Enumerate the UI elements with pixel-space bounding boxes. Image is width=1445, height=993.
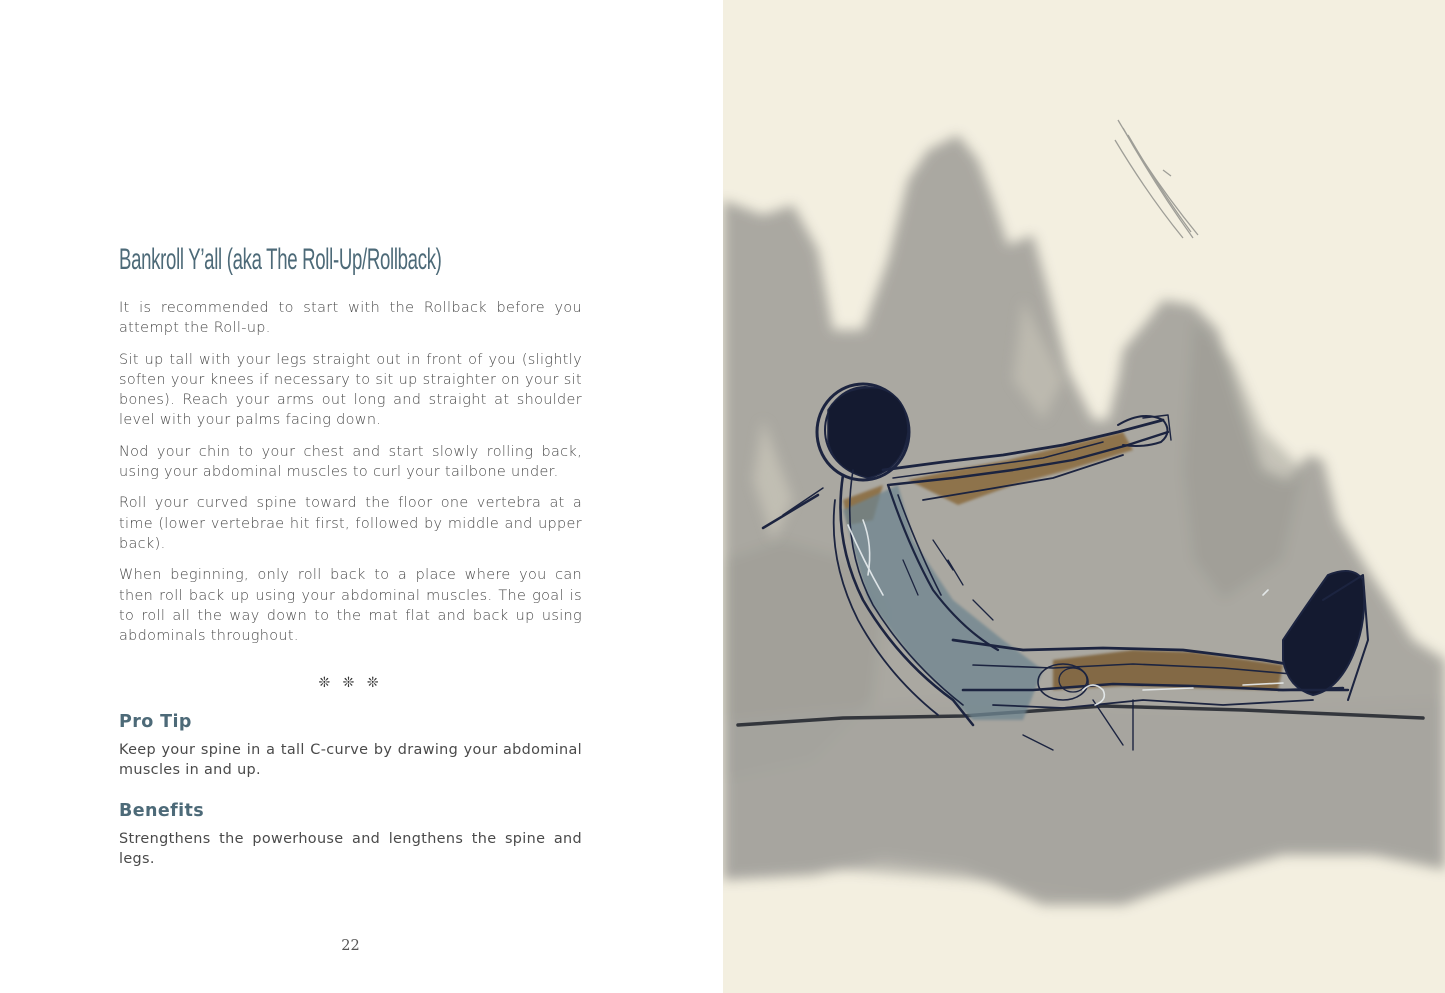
section-divider-ornament: ❊ ❊ ❊ <box>318 675 383 691</box>
pro-tip-heading: Pro Tip <box>119 712 192 732</box>
instruction-paragraph: Nod your chin to your chest and start slowly rolling back, using your abdominal muscles to curl your tailbone under. <box>119 443 582 481</box>
instructions <box>119 298 582 657</box>
page-number: 22 <box>341 938 360 954</box>
right-page-illustration <box>723 0 1445 993</box>
instruction-paragraph: Sit up tall with your legs straight out in front of you (slightly soften your knees if necessary to sit up straighter on your sit bones). Reach your arms out long and straight at shoulder level with your palms facing down. <box>119 351 582 429</box>
benefits-heading: Benefits <box>119 801 205 821</box>
page-title: Bankroll Y’all (aka The Roll-Up/Rollback) <box>119 243 442 276</box>
benefits-text: Strengthens the powerhouse and lengthens the spine and legs. <box>119 831 582 868</box>
instruction-paragraph: When beginning, only roll back to a place where you can then roll back up using your abdominal muscles. The goal is to roll all the way down to the mat flat and back up using abdominals throughout. <box>119 567 582 645</box>
rollback-illustration <box>723 0 1445 993</box>
instruction-paragraph: It is recommended to start with the Rollback before you attempt the Roll-up. <box>119 300 582 337</box>
pro-tip-text: Keep your spine in a tall C-curve by drawing your abdominal muscles in and up. <box>119 742 582 779</box>
instruction-paragraph: Roll your curved spine toward the floor one vertebra at a time (lower vertebrae hit first, followed by middle and upper back). <box>119 495 582 552</box>
